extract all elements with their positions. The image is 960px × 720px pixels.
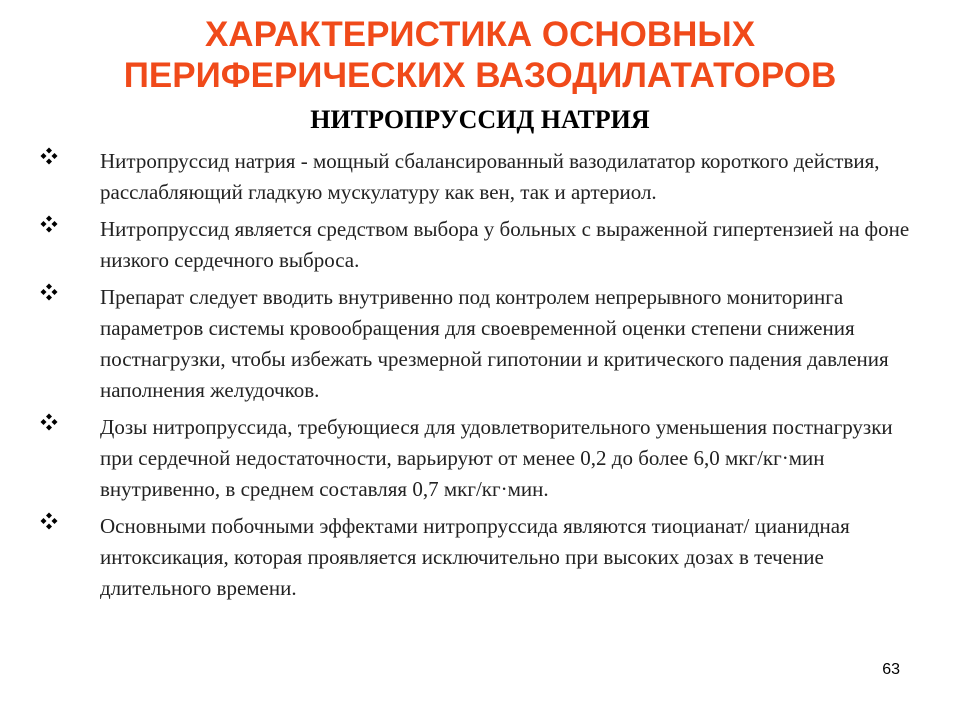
diamond-bullet-icon: [40, 215, 58, 233]
bullet-item: [40, 412, 930, 505]
page-number: 63: [882, 661, 900, 678]
bullet-list: [40, 146, 930, 610]
slide-subtitle: НИТРОПРУССИД НАТРИЯ: [310, 105, 650, 134]
diamond-bullet-icon: [40, 147, 58, 165]
slide-title-line-1: ХАРАКТЕРИСТИКА ОСНОВНЫХ: [204, 15, 756, 54]
diamond-bullet-icon: [40, 413, 58, 431]
diamond-bullet-icon: [40, 283, 58, 301]
bullet-item: [40, 214, 930, 276]
bullet-item: [40, 511, 930, 604]
bullet-item: [40, 146, 930, 208]
bullet-text: Дозы нитропруссида, требующиеся для удовлетворительного уменьшения постнагрузки при сердечной недостаточности, варьируют от менее 0,2 до более 6,0 мкг/кг·мин внутривенно, в среднем составляя 0,7 мкг/кг·мин.: [100, 415, 893, 501]
bullet-text: Нитропруссид натрия - мощный сбалансированный вазодилататор короткого действия, расслабляющий гладкую мускулатуру как вен, так и артериол.: [100, 149, 880, 204]
slide-title-line-2: ПЕРИФЕРИЧЕСКИХ ВАЗОДИЛАТАТОРОВ: [123, 56, 837, 95]
bullet-text: Препарат следует вводить внутривенно под контролем непрерывного мониторинга параметров системы кровообращения для своевременной оценки степени снижения постнагрузки, чтобы избежать чрезмерной гипотонии и критического падения давления наполнения желудочков.: [100, 285, 889, 402]
bullet-text: Нитропруссид является средством выбора у больных с выраженной гипертензией на фоне низкого сердечного выброса.: [100, 217, 910, 272]
diamond-bullet-icon: [40, 512, 58, 530]
bullet-text: Основными побочными эффектами нитропруссида являются тиоцианат/ цианидная интоксикация, которая проявляется исключительно при высоких дозах в течение длительного времени.: [100, 514, 850, 600]
bullet-item: [40, 282, 930, 406]
slide-title: [0, 14, 960, 96]
